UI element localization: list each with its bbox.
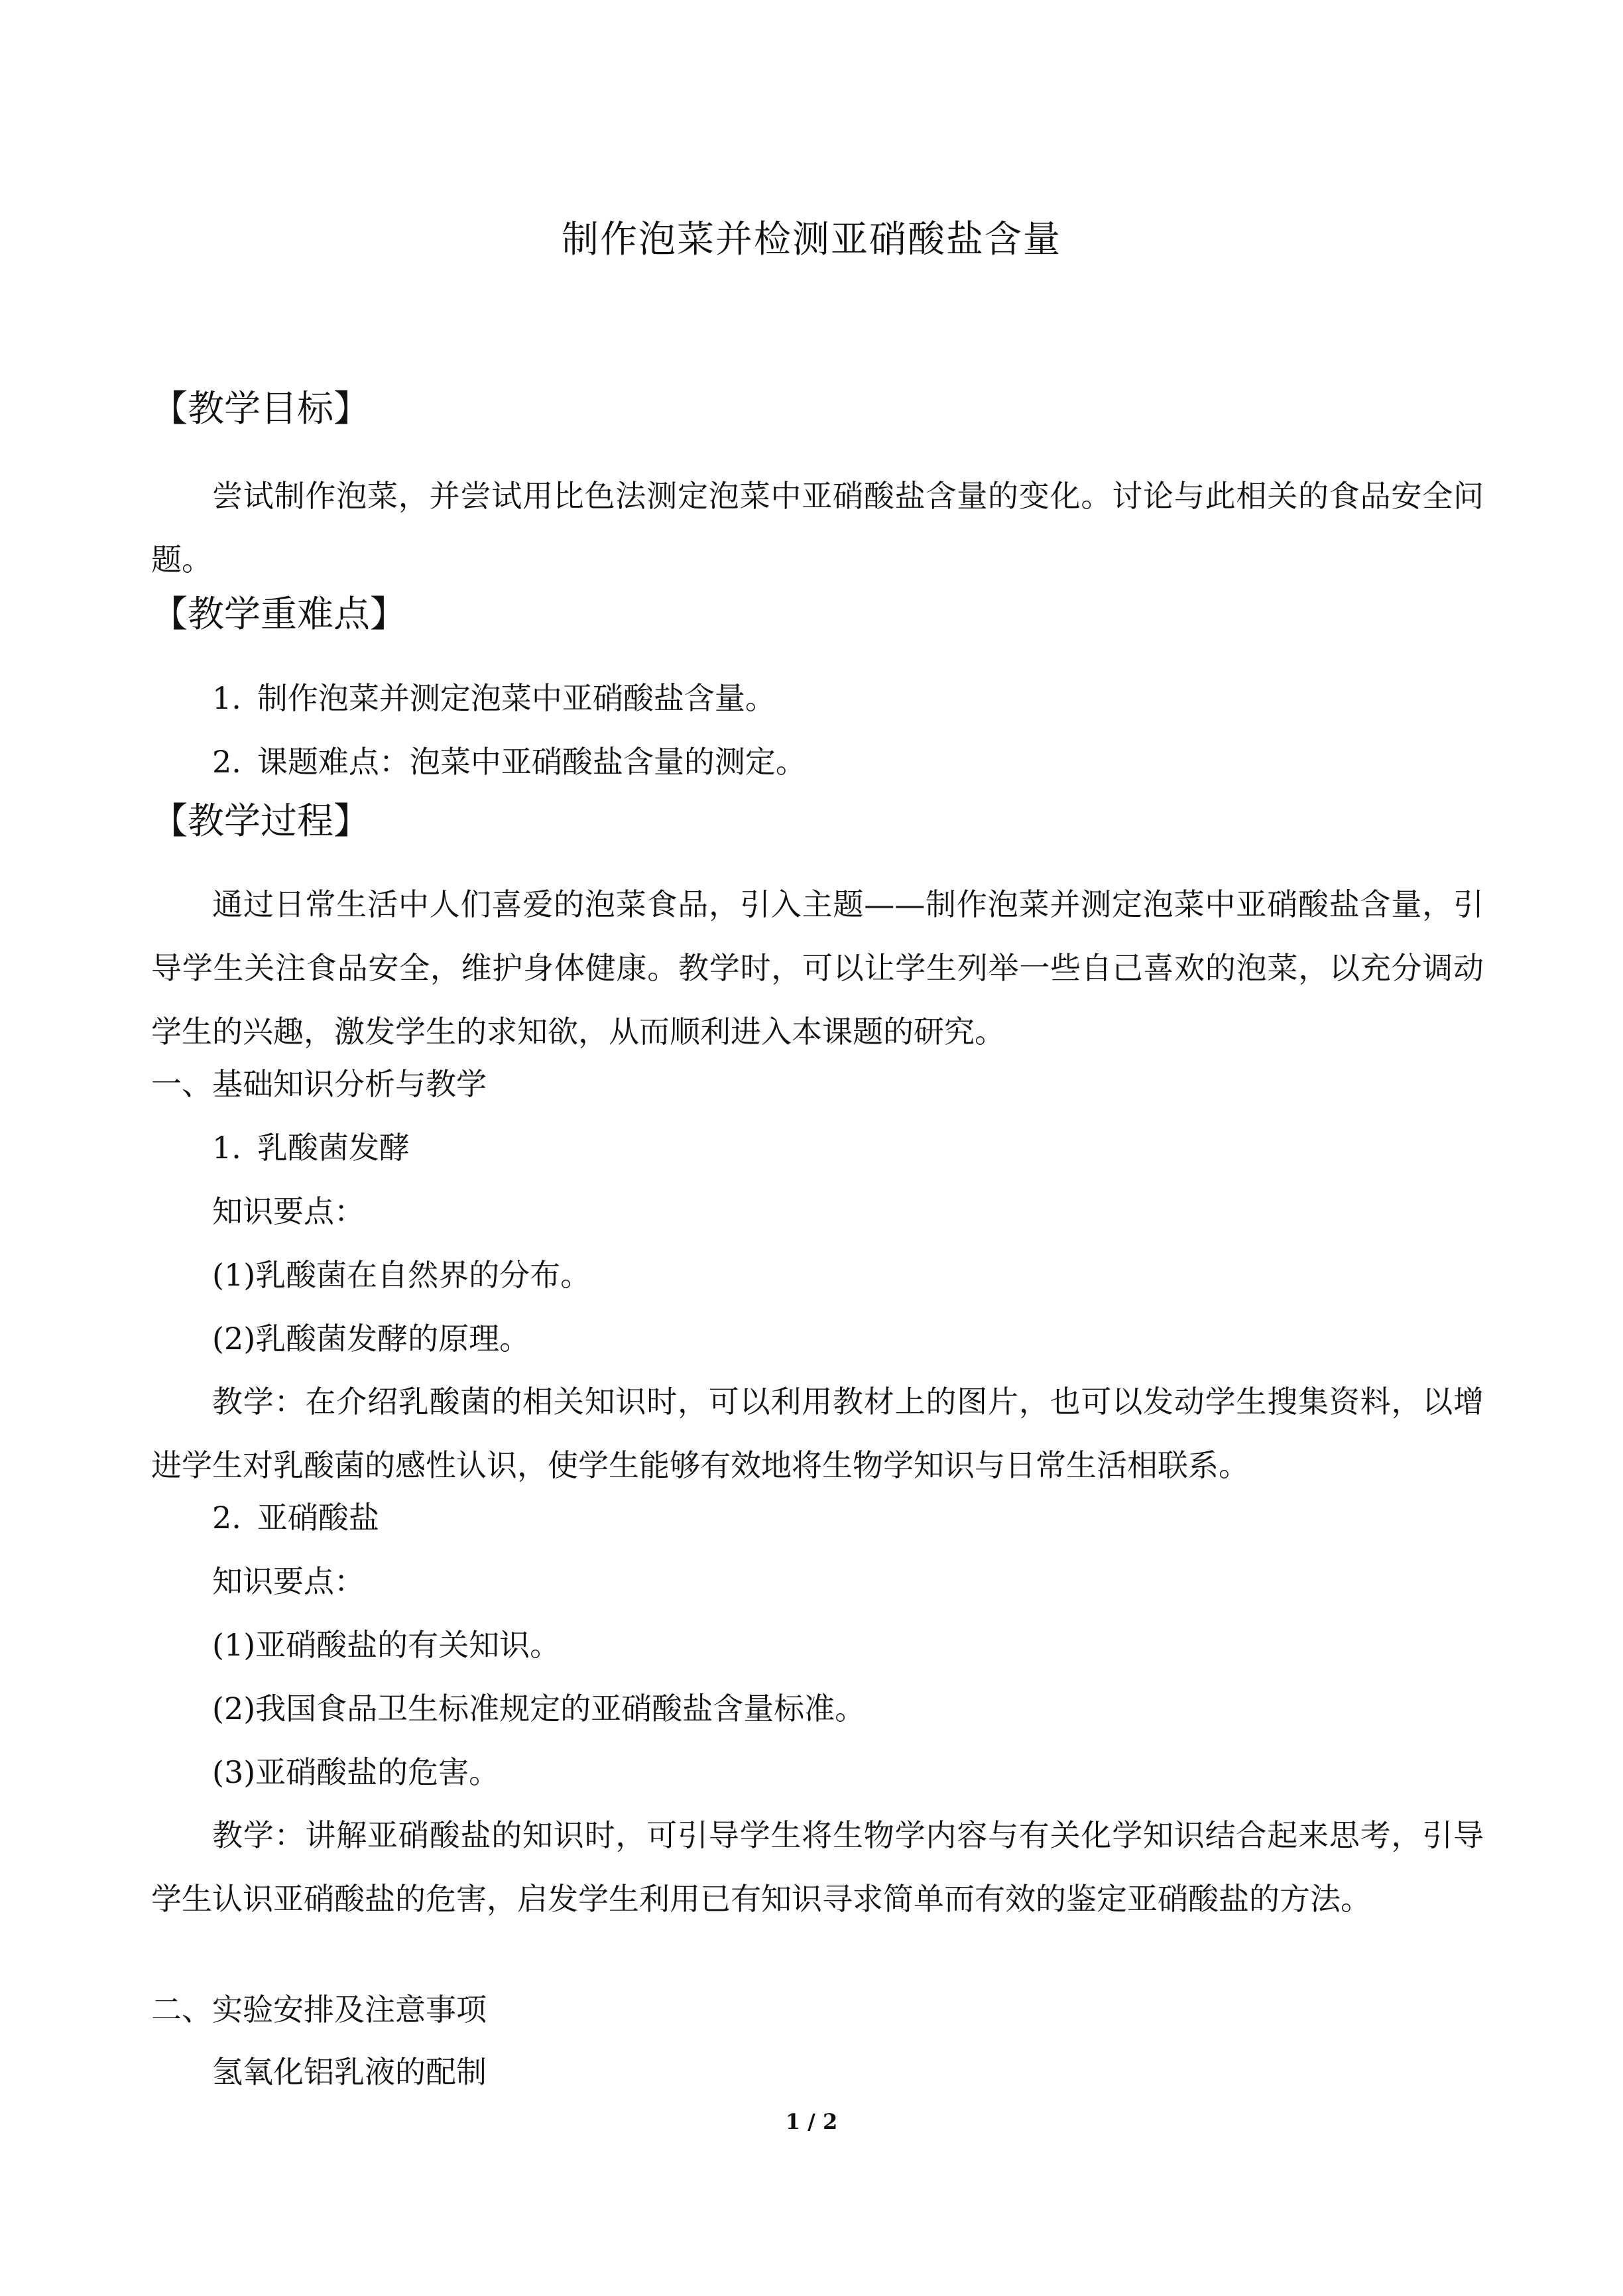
heading-process: 【教学过程】 <box>151 800 371 842</box>
page-number: 1 / 2 <box>785 2109 838 2134</box>
topic1-point: (1)乳酸菌在自然界的分布。 <box>212 1257 591 1293</box>
topic2-point: (3)亚硝酸盐的危害。 <box>212 1754 500 1790</box>
key-point-text: 课题难点：泡菜中亚硝酸盐含量的测定。 <box>257 744 806 780</box>
part1-heading: 一、基础知识分析与教学 <box>151 1066 487 1102</box>
key-point-item <box>212 675 776 721</box>
key-point-text: 制作泡菜并测定泡菜中亚硝酸盐含量。 <box>257 680 776 716</box>
heading-key-points: 【教学重难点】 <box>151 593 407 635</box>
topic2-number: 2. <box>212 1500 241 1536</box>
document-title: 制作泡菜并检测亚硝酸盐含量 <box>562 218 1061 261</box>
topic1-points-label: 知识要点： <box>212 1193 365 1229</box>
topic1-title <box>212 1124 410 1171</box>
process-intro-paragraph: 通过日常生活中人们喜爱的泡菜食品，引入主题——制作泡菜并测定泡菜中亚硝酸盐含量，引导学生关注食品安全，维护身体健康。教学时，可以让学生列举一些自己喜欢的泡菜，以充分调动学生的兴趣，激发学生的求知欲，从而顺利进入本课题的研究。 <box>151 886 1484 1050</box>
topic2-title <box>212 1494 379 1541</box>
objectives-paragraph: 尝试制作泡菜，并尝试用比色法测定泡菜中亚硝酸盐含量的变化。讨论与此相关的食品安全问题。 <box>151 478 1484 577</box>
part2-item: 氢氧化铝乳液的配制 <box>212 2054 487 2090</box>
key-point-item <box>212 739 806 785</box>
topic1-teaching-paragraph: 教学：在介绍乳酸菌的相关知识时，可以利用教材上的图片，也可以发动学生搜集资料，以增进学生对乳酸菌的感性认识，使学生能够有效地将生物学知识与日常生活相联系。 <box>151 1384 1484 1483</box>
key-point-number: 1. <box>212 680 241 716</box>
topic2-title-text: 亚硝酸盐 <box>257 1500 379 1536</box>
topic1-point: (2)乳酸菌发酵的原理。 <box>212 1321 530 1357</box>
key-point-number: 2. <box>212 744 241 780</box>
topic2-points-label: 知识要点： <box>212 1563 365 1599</box>
topic1-number: 1. <box>212 1130 241 1166</box>
topic1-title-text: 乳酸菌发酵 <box>257 1130 410 1166</box>
topic2-point: (2)我国食品卫生标准规定的亚硝酸盐含量标准。 <box>212 1691 866 1726</box>
topic2-point: (1)亚硝酸盐的有关知识。 <box>212 1627 561 1663</box>
topic2-teaching-paragraph: 教学：讲解亚硝酸盐的知识时，可引导学生将生物学内容与有关化学知识结合起来思考，引导学生认识亚硝酸盐的危害，启发学生利用已有知识寻求简单而有效的鉴定亚硝酸盐的方法。 <box>151 1817 1484 1917</box>
heading-objectives: 【教学目标】 <box>151 387 371 430</box>
part2-heading: 二、实验安排及注意事项 <box>151 1992 487 2027</box>
